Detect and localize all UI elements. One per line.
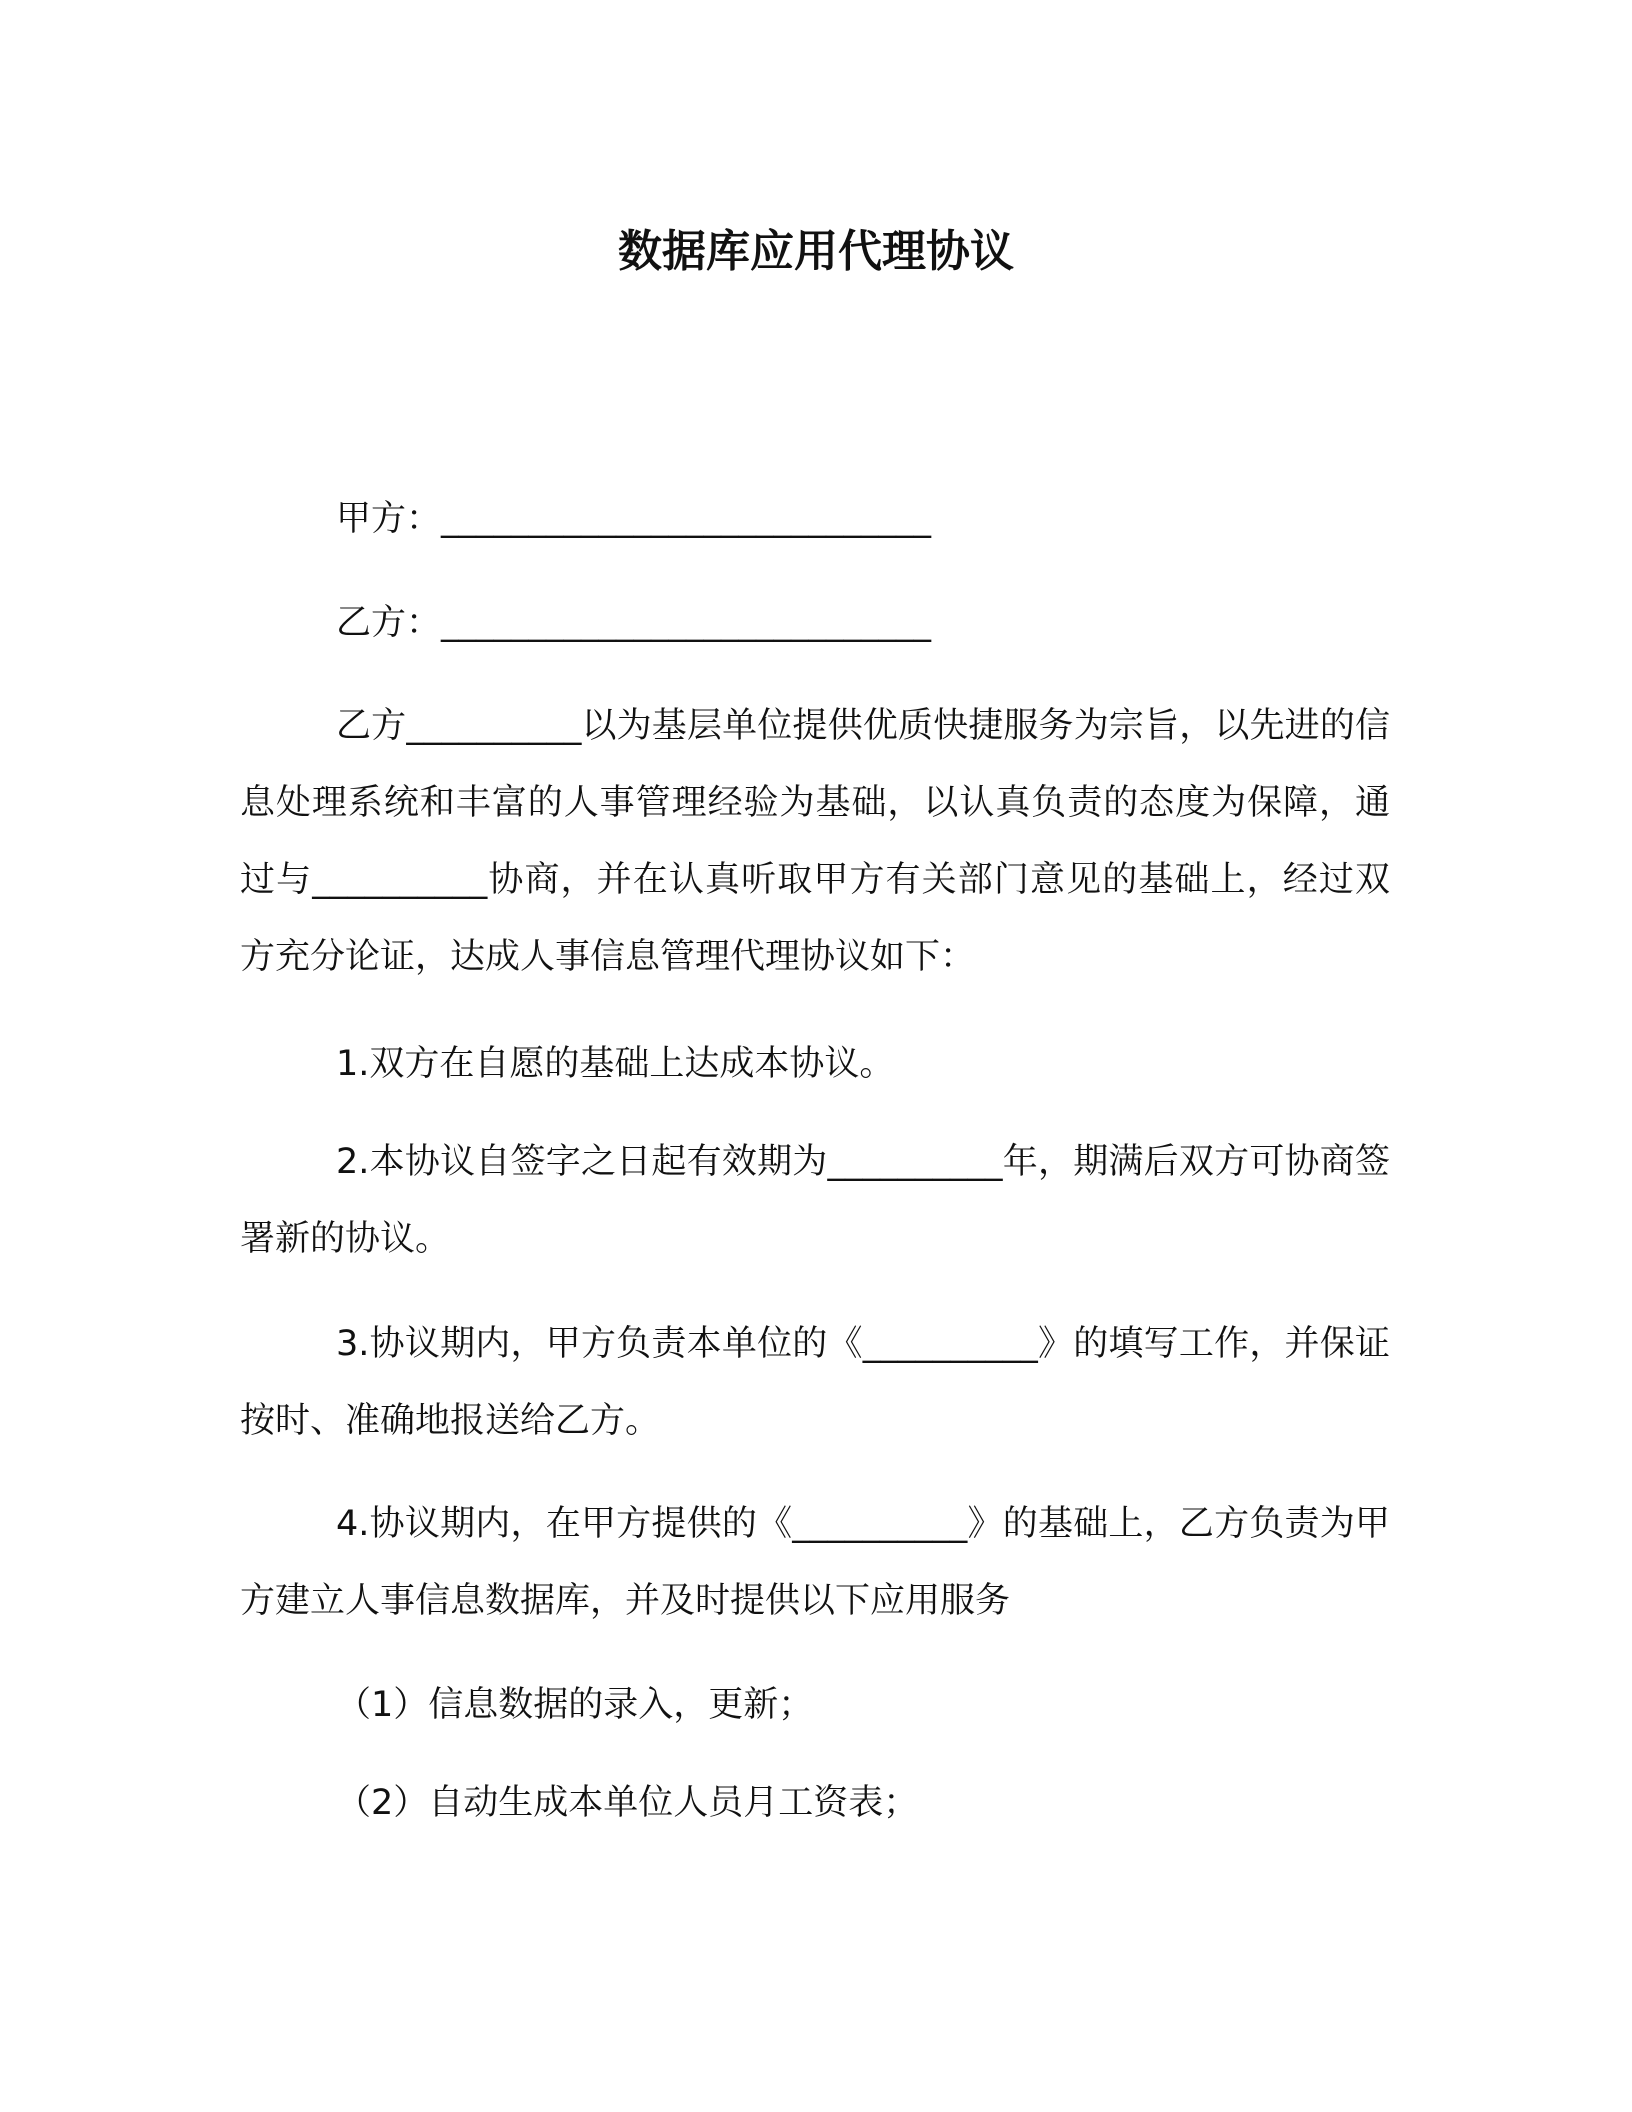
clause-2: 2.本协议自签字之日起有效期为__________年，期满后双方可协商签署新的协议。 xyxy=(240,1142,1390,1259)
clause-4: 4.协议期内，在甲方提供的《__________》的基础上，乙方负责为甲方建立人事信息数据库，并及时提供以下应用服务 xyxy=(240,1504,1390,1621)
party-b-line: 乙方：____________________________ xyxy=(336,603,932,643)
party-a-line: 甲方：____________________________ xyxy=(336,499,932,539)
clause-3: 3.协议期内，甲方负责本单位的《__________》的填写工作，并保证按时、准确地报送给乙方。 xyxy=(240,1324,1390,1441)
intro-paragraph: 乙方__________以为基层单位提供优质快捷服务为宗旨，以先进的信息处理系统和丰富的人事管理经验为基础，以认真负责的态度为保障，通过与__________协商，并在认真听取甲方有关部门意见的基础上，经过双方充分论证，达成人事信息管理代理协议如下： xyxy=(240,706,1390,977)
clause-1: 1.双方在自愿的基础上达成本协议。 xyxy=(336,1044,895,1084)
list-item-2: （2）自动生成本单位人员月工资表； xyxy=(336,1783,919,1823)
document-title: 数据库应用代理协议 xyxy=(618,226,1014,277)
list-item-1: （1）信息数据的录入，更新； xyxy=(336,1685,814,1725)
